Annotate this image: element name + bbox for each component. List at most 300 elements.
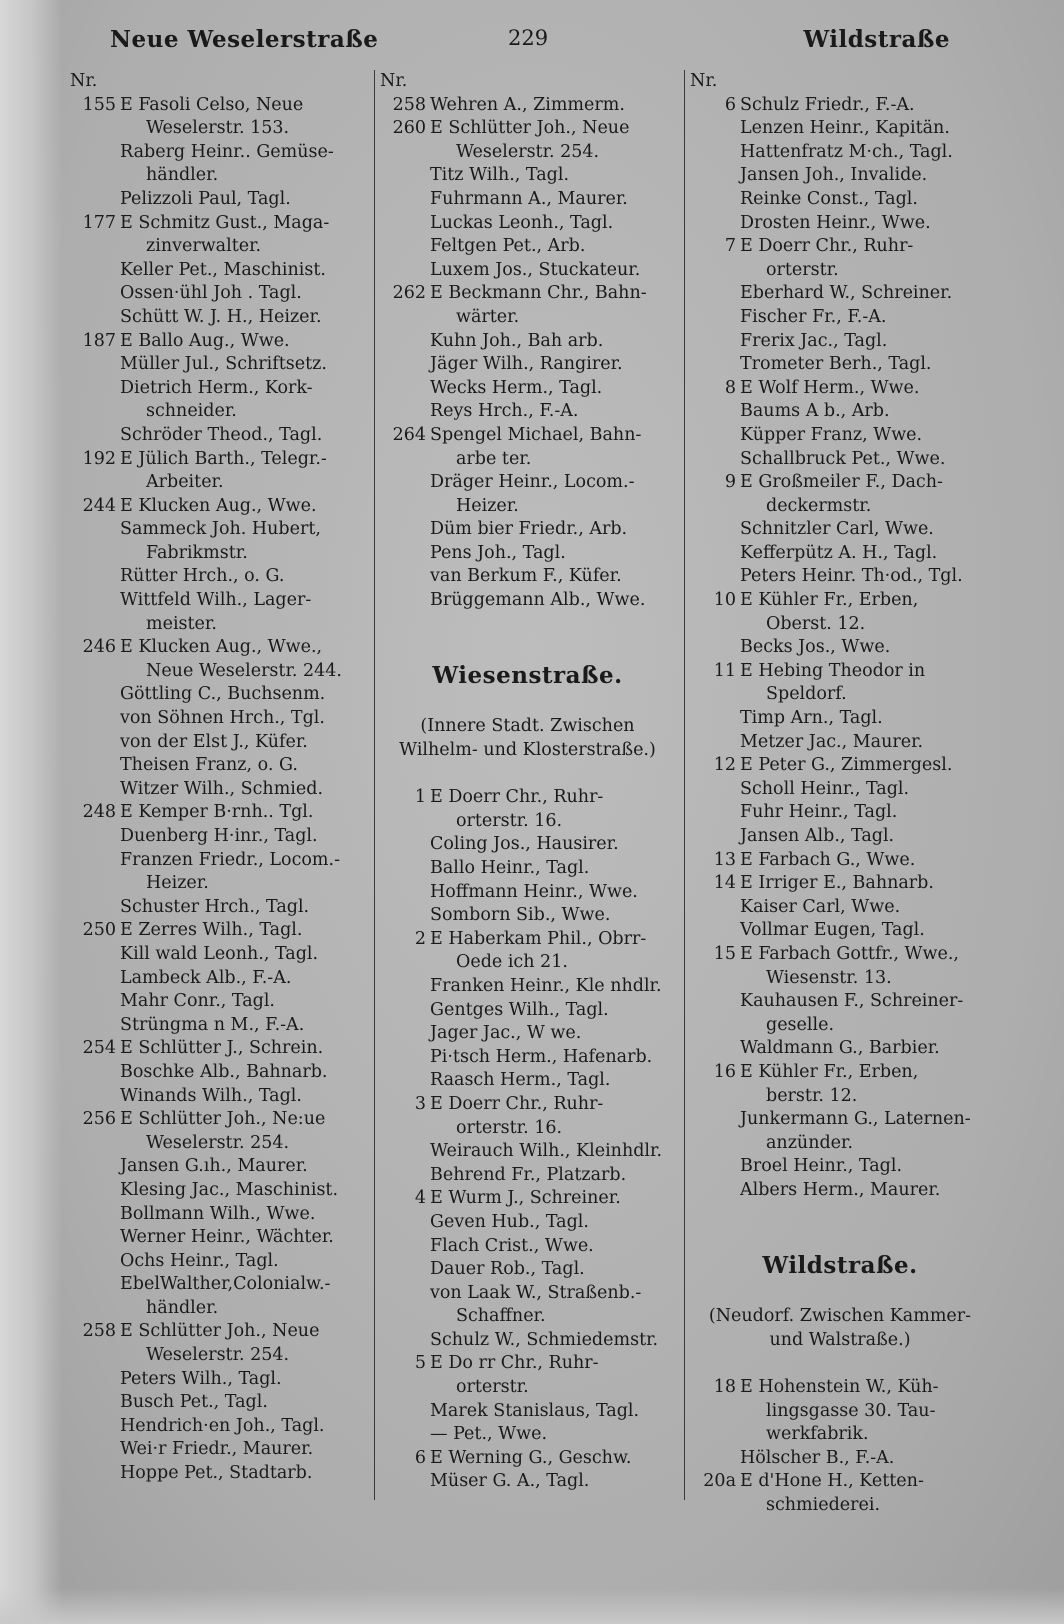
directory-entry-line — [70, 377, 366, 401]
entry-text: Eberhard W., Schreiner. — [740, 283, 953, 304]
directory-entry-line — [380, 999, 675, 1023]
directory-entry-line — [380, 448, 675, 472]
entry-text: Wiesenstr. 13. — [766, 967, 892, 988]
directory-entry-line — [380, 1376, 675, 1400]
entry-text: E Werning G., Geschw. — [430, 1447, 632, 1468]
directory-entry-line — [70, 1415, 366, 1439]
directory-entry-line — [690, 896, 990, 920]
entry-text: werkfabrik. — [766, 1424, 869, 1445]
directory-entry-line — [70, 849, 366, 873]
directory-entry-line — [380, 330, 675, 354]
directory-entry-line — [690, 967, 990, 991]
entry-text: Lenzen Heinr., Kapitän. — [740, 118, 950, 139]
directory-entry-line — [690, 1108, 990, 1132]
entry-text: Drosten Heinr., Wwe. — [740, 212, 931, 233]
entry-text: Witzer Wilh., Schmied. — [120, 778, 324, 799]
entry-text: händler. — [146, 165, 219, 186]
directory-entry-line — [690, 471, 990, 495]
directory-entry-line — [70, 542, 366, 566]
directory-entry-line — [70, 1391, 366, 1415]
directory-entry-line — [380, 928, 675, 952]
entry-text: anzünder. — [766, 1132, 854, 1153]
directory-entry-line — [70, 1273, 366, 1297]
entry-text: Somborn Sib., Wwe. — [430, 905, 611, 926]
entry-text: Pi·tsch Herm., Hafenarb. — [430, 1046, 653, 1067]
entry-text: orterstr. — [456, 1377, 529, 1398]
running-header — [110, 22, 950, 62]
entry-text: E Schlütter J., Schrein. — [120, 1038, 324, 1059]
entry-text: Werner Heinr., Wächter. — [120, 1227, 334, 1248]
entry-text: Müller Jul., Schriftsetz. — [120, 354, 327, 375]
entry-text: Junkermann G., Laternen- — [740, 1109, 971, 1130]
directory-entry-line — [70, 660, 366, 684]
entry-text: Wehren A., Zimmerm. — [430, 94, 625, 115]
directory-entry-line — [690, 1132, 990, 1156]
directory-entry-line — [380, 1470, 675, 1494]
directory-entry-line — [690, 1155, 990, 1179]
directory-entry-line — [380, 424, 675, 448]
directory-entry-line — [70, 636, 366, 660]
directory-entry-line — [380, 117, 675, 141]
entry-text: Raasch Herm., Tagl. — [430, 1070, 611, 1091]
entry-text: von Laak W., Straßenb.- — [430, 1282, 642, 1303]
entry-text: E Peter G., Zimmergesl. — [740, 755, 953, 776]
house-number: 244 — [82, 495, 116, 516]
entry-text: E Klucken Aug., Wwe., — [120, 637, 323, 658]
section-description: und Walstraße.) — [769, 1329, 911, 1350]
directory-entry-line — [690, 990, 990, 1014]
entry-text: schneider. — [146, 401, 237, 422]
entry-text: Mahr Conr., Tagl. — [120, 991, 275, 1012]
directory-entry-line — [380, 353, 675, 377]
entry-text: orterstr. 16. — [456, 1117, 563, 1138]
entry-text: Weirauch Wilh., Kleinhdlr. — [430, 1141, 663, 1162]
directory-entry-line — [380, 881, 675, 905]
entry-text: E Jülich Barth., Telegr.- — [120, 448, 327, 469]
directory-entry-line — [70, 212, 366, 236]
entry-text: Hendrich·en Joh., Tagl. — [120, 1415, 325, 1436]
section-description: (Neudorf. Zwischen Kammer- — [708, 1306, 972, 1327]
entry-text: Schnitzler Carl, Wwe. — [740, 519, 934, 540]
entry-text: E Schmitz Gust., Maga- — [120, 212, 330, 233]
directory-entry-line — [690, 589, 990, 613]
entry-text: schmiederei. — [766, 1495, 881, 1516]
directory-entry-line — [70, 565, 366, 589]
entry-text: Heizer. — [456, 495, 519, 516]
directory-entry-line — [70, 1061, 366, 1085]
entry-text: Gentges Wilh., Tagl. — [430, 999, 609, 1020]
directory-entry-line — [380, 1117, 675, 1141]
directory-entry-line — [70, 1368, 366, 1392]
directory-entry-line — [70, 1320, 366, 1344]
entry-text: Brüggemann Alb., Wwe. — [430, 590, 646, 611]
directory-entry-line — [70, 990, 366, 1014]
entry-text: Geven Hub., Tagl. — [430, 1211, 589, 1232]
directory-entry-line — [690, 542, 990, 566]
directory-entry-line — [380, 975, 675, 999]
directory-entry-line — [70, 353, 366, 377]
directory-entry-line — [380, 141, 675, 165]
directory-entry-line — [380, 306, 675, 330]
directory-entry-line — [380, 1258, 675, 1282]
entry-text: Düm bier Friedr., Arb. — [430, 519, 628, 540]
entry-list — [380, 786, 675, 1494]
entry-text: Heizer. — [146, 873, 209, 894]
directory-entry-line — [70, 1462, 366, 1486]
entry-text: Dietrich Herm., Kork- — [120, 377, 313, 398]
house-number: 18 — [713, 1377, 736, 1398]
entry-text: Reys Hrch., F.-A. — [430, 401, 579, 422]
entry-text: E Zerres Wilh., Tagl. — [120, 920, 303, 941]
directory-entry-line — [690, 1376, 990, 1400]
directory-entry-line — [70, 235, 366, 259]
directory-entry-line — [690, 282, 990, 306]
entry-text: Hoppe Pet., Stadtarb. — [120, 1463, 313, 1484]
entry-text: orterstr. — [766, 259, 839, 280]
entry-text: Luxem Jos., Stuckateur. — [430, 259, 641, 280]
directory-entry-line — [380, 1022, 675, 1046]
entry-text: Feltgen Pet., Arb. — [430, 236, 586, 257]
directory-entry-line — [70, 424, 366, 448]
house-number: 250 — [82, 920, 116, 941]
house-number: 3 — [414, 1093, 426, 1114]
entry-text: Weselerstr. 254. — [146, 1132, 290, 1153]
directory-entry-line — [70, 801, 366, 825]
directory-entry-line — [70, 683, 366, 707]
entry-list — [690, 1376, 990, 1518]
directory-entry-line — [690, 1179, 990, 1203]
entry-text: Kill wald Leonh., Tagl. — [120, 943, 319, 964]
directory-entry-line — [380, 1211, 675, 1235]
directory-entry-line — [380, 1140, 675, 1164]
entry-text: Jansen Alb., Tagl. — [740, 826, 895, 846]
entry-text: von Söhnen Hrch., Tgl. — [120, 708, 325, 729]
directory-entry-line — [380, 951, 675, 975]
directory-entry-line — [690, 353, 990, 377]
entry-text: Speldorf. — [766, 684, 847, 705]
directory-entry-line — [380, 542, 675, 566]
directory-entry-line — [690, 94, 990, 118]
entry-text: — Pet., Wwe. — [430, 1424, 548, 1445]
entry-text: Oede ich 21. — [456, 952, 568, 973]
directory-entry-line — [690, 1085, 990, 1109]
directory-entry-line — [70, 967, 366, 991]
entry-text: Waldmann G., Barbier. — [740, 1038, 940, 1059]
directory-entry-line — [690, 212, 990, 236]
entry-text: Wittfeld Wilh., Lager- — [120, 590, 312, 611]
directory-entry-line — [70, 141, 366, 165]
directory-entry-line — [380, 164, 675, 188]
house-number: 4 — [414, 1188, 426, 1209]
directory-entry-line — [380, 1305, 675, 1329]
entry-text: Franken Heinr., Kle nhdlr. — [430, 975, 662, 996]
spacer — [380, 692, 675, 716]
entry-text: E Großmeiler F., Dach- — [740, 472, 943, 493]
directory-entry-line — [380, 94, 675, 118]
entry-text: Theisen Franz, o. G. — [120, 755, 298, 776]
directory-entry-line — [70, 707, 366, 731]
entry-text: Jansen Joh., Invalide. — [740, 165, 928, 186]
entry-text: Ballo Heinr., Tagl. — [430, 858, 590, 878]
entry-text: E Hebing Theodor in — [740, 660, 926, 681]
house-number: 8 — [724, 377, 736, 398]
directory-entry-line — [70, 471, 366, 495]
section-description: (Innere Stadt. Zwischen — [420, 716, 635, 737]
directory-entry-line — [380, 1352, 675, 1376]
directory-entry-line — [690, 849, 990, 873]
directory-entry-line — [380, 188, 675, 212]
directory-entry-line — [690, 1423, 990, 1447]
directory-entry-line — [380, 212, 675, 236]
directory-entry-line — [70, 1108, 366, 1132]
directory-entry-line — [690, 825, 990, 849]
directory-entry-line — [690, 1470, 990, 1494]
directory-entry-line — [70, 1226, 366, 1250]
entry-text: geselle. — [766, 1014, 835, 1035]
directory-entry-line — [380, 518, 675, 542]
entry-text: E Kühler Fr., Erben, — [740, 1061, 919, 1082]
house-number: 246 — [82, 637, 116, 658]
header-left-street: Neue Weselerstraße — [110, 26, 379, 53]
entry-text: wärter. — [456, 306, 520, 327]
section-title-wiesenstrasse: Wiesenstraße. — [432, 661, 623, 689]
entry-text: Dauer Rob., Tagl. — [430, 1259, 585, 1280]
entry-text: Fabrikmstr. — [146, 542, 248, 563]
entry-text: Reinke Const., Tagl. — [740, 188, 918, 209]
entry-text: Kefferpütz A. H., Tagl. — [740, 542, 938, 563]
spacer — [690, 1282, 990, 1306]
house-number: 10 — [713, 590, 736, 611]
directory-entry-line — [380, 810, 675, 834]
column-divider-1 — [374, 70, 375, 1500]
spacer — [690, 1352, 990, 1376]
directory-entry-line — [70, 164, 366, 188]
house-number: 11 — [713, 660, 736, 681]
entry-text: Scholl Heinr., Tagl. — [740, 778, 910, 799]
entry-text: Titz Wilh., Tagl. — [430, 165, 570, 186]
spacer — [380, 763, 675, 787]
entry-text: E Kühler Fr., Erben, — [740, 590, 919, 611]
entry-text: E Ballo Aug., Wwe. — [120, 330, 290, 351]
entry-text: Hoffmann Heinr., Wwe. — [430, 881, 638, 902]
entry-text: Coling Jos., Hausirer. — [430, 834, 619, 855]
directory-entry-line — [70, 731, 366, 755]
entry-text: E Haberkam Phil., Obrr- — [430, 928, 647, 949]
entry-text: Busch Pet., Tagl. — [120, 1392, 268, 1413]
house-number: 260 — [392, 118, 426, 139]
directory-entry-line — [690, 1037, 990, 1061]
entry-text: Hölscher B., F.-A. — [740, 1447, 895, 1468]
entry-text: E Doerr Chr., Ruhr- — [430, 1093, 604, 1114]
entry-text: Pelizzoli Paul, Tagl. — [120, 188, 291, 209]
entry-text: Rütter Hrch., o. G. — [120, 566, 285, 587]
entry-text: Lambeck Alb., F.-A. — [120, 967, 292, 988]
directory-entry-line — [690, 683, 990, 707]
entry-text: Bollmann Wilh., Wwe. — [120, 1203, 316, 1224]
directory-entry-line — [70, 613, 366, 637]
directory-entry-line — [380, 1235, 675, 1259]
house-number: 264 — [392, 424, 426, 445]
directory-entry-line — [70, 282, 366, 306]
entry-text: Pens Joh., Tagl. — [430, 542, 566, 563]
directory-entry-line — [690, 164, 990, 188]
directory-entry-line — [380, 833, 675, 857]
entry-text: lingsgasse 30. Tau- — [766, 1400, 936, 1421]
entry-text: Hattenfratz M·ch., Tagl. — [740, 141, 953, 162]
directory-entry-line — [380, 904, 675, 928]
entry-text: Raberg Heinr.. Gemüse- — [120, 141, 334, 162]
entry-text: Broel Heinr., Tagl. — [740, 1156, 903, 1177]
entry-text: Albers Herm., Maurer. — [740, 1179, 941, 1200]
directory-entry-line — [70, 400, 366, 424]
directory-entry-line — [70, 117, 366, 141]
entry-text: Marek Stanislaus, Tagl. — [430, 1400, 640, 1421]
house-number: 262 — [392, 283, 426, 304]
nr-label: Nr. — [690, 71, 718, 91]
entry-text: EbelWalther,Colonialw.- — [120, 1274, 331, 1295]
entry-text: Ossen·ühl Joh . Tagl. — [120, 283, 302, 304]
house-number: 192 — [82, 448, 116, 469]
directory-entry-line — [690, 141, 990, 165]
entry-text: Peters Heinr. Th·od., Tgl. — [740, 566, 963, 587]
entry-text: Duenberg H·inr., Tagl. — [120, 826, 318, 846]
house-number: 6 — [724, 94, 736, 115]
house-number: 12 — [713, 755, 736, 776]
entry-text: E Farbach G., Wwe. — [740, 849, 916, 870]
entry-text: Metzer Jac., Maurer. — [740, 731, 924, 752]
house-number: 155 — [82, 94, 116, 115]
directory-entry-line — [70, 1344, 366, 1368]
entry-text: Baums A b., Arb. — [740, 401, 890, 422]
entry-text: E Beckmann Chr., Bahn- — [430, 283, 647, 304]
entry-text: Trometer Berh., Tagl. — [740, 354, 932, 375]
directory-entry-line — [690, 400, 990, 424]
directory-entry-line — [70, 825, 366, 849]
entry-text: E Doerr Chr., Ruhr- — [430, 787, 604, 808]
house-number: 248 — [82, 802, 116, 823]
directory-entry-line — [690, 801, 990, 825]
directory-entry-line — [380, 589, 675, 613]
directory-entry-line — [690, 330, 990, 354]
directory-entry-line — [690, 1447, 990, 1471]
directory-entry-line — [380, 1187, 675, 1211]
spacer — [380, 613, 675, 637]
directory-entry-line — [690, 613, 990, 637]
nr-label: Nr. — [380, 71, 408, 91]
entry-text: Keller Pet., Maschinist. — [120, 259, 326, 280]
directory-entry-line — [70, 1085, 366, 1109]
section-title-wildstrasse: Wildstraße. — [762, 1251, 918, 1279]
spacer — [690, 1226, 990, 1250]
directory-entry-line — [380, 1046, 675, 1070]
page-number: 229 — [508, 26, 549, 50]
entry-text: Weselerstr. 254. — [456, 141, 600, 162]
directory-entry-line — [380, 495, 675, 519]
directory-entry-line — [380, 1423, 675, 1447]
entry-text: Spengel Michael, Bahn- — [430, 424, 642, 445]
entry-text: Schulz Friedr., F.-A. — [740, 94, 915, 115]
entry-text: Küpper Franz, Wwe. — [740, 424, 923, 445]
entry-text: Sammeck Joh. Hubert, — [120, 519, 321, 540]
entry-text: Müser G. A., Tagl. — [430, 1471, 590, 1492]
entry-text: deckermstr. — [766, 495, 872, 516]
entry-text: E Schlütter Joh., Ne:ue — [120, 1109, 326, 1130]
spacer — [380, 636, 675, 660]
entry-text: E Wolf Herm., Wwe. — [740, 377, 920, 398]
directory-entry-line — [70, 589, 366, 613]
column-3 — [690, 70, 990, 1518]
entry-text: Jansen G.ıh., Maurer. — [120, 1156, 308, 1177]
entry-text: E Wurm J., Schreiner. — [430, 1188, 621, 1209]
directory-entry-line — [690, 495, 990, 519]
entry-text: Fischer Fr., F.-A. — [740, 306, 887, 327]
entry-text: Timp Arn., Tagl. — [740, 708, 883, 729]
directory-entry-line — [70, 1438, 366, 1462]
directory-entry-line — [690, 1400, 990, 1424]
entry-text: E Hohenstein W., Küh- — [740, 1377, 939, 1398]
directory-entry-line — [70, 495, 366, 519]
entry-text: Kauhausen F., Schreiner- — [740, 991, 964, 1012]
entry-text: Jäger Wilh., Rangirer. — [430, 354, 623, 375]
entry-text: meister. — [146, 613, 217, 634]
directory-entry-line — [380, 1069, 675, 1093]
directory-entry-line — [380, 1447, 675, 1471]
directory-entry-line — [380, 235, 675, 259]
entry-text: Schröder Theod., Tagl. — [120, 424, 323, 445]
entry-text: E Kemper B·rnh.. Tgl. — [120, 802, 314, 823]
entry-text: E Klucken Aug., Wwe. — [120, 495, 317, 516]
directory-entry-line — [70, 1132, 366, 1156]
directory-entry-line — [690, 117, 990, 141]
entry-text: Göttling C., Buchsenm. — [120, 684, 326, 705]
entry-list — [690, 94, 990, 1203]
entry-text: Dräger Heinr., Locom.- — [430, 472, 635, 493]
directory-entry-line — [380, 1282, 675, 1306]
entry-list — [70, 94, 366, 1486]
entry-text: Ochs Heinr., Tagl. — [120, 1250, 279, 1271]
directory-entry-line — [690, 919, 990, 943]
entry-text: E Schlütter Joh., Neue — [120, 1321, 320, 1342]
directory-entry-line — [70, 1179, 366, 1203]
house-number: 6 — [414, 1447, 426, 1468]
directory-entry-line — [690, 424, 990, 448]
directory-entry-line — [70, 94, 366, 118]
directory-entry-line — [690, 943, 990, 967]
directory-entry-line — [380, 565, 675, 589]
directory-entry-line — [690, 872, 990, 896]
directory-entry-line — [380, 471, 675, 495]
entry-text: Luckas Leonh., Tagl. — [430, 212, 614, 233]
entry-text: orterstr. 16. — [456, 810, 563, 831]
house-number: 16 — [713, 1061, 736, 1082]
directory-entry-line — [690, 731, 990, 755]
column-1 — [70, 70, 366, 1486]
entry-text: Boschke Alb., Bahnarb. — [120, 1061, 328, 1082]
house-number: 187 — [82, 330, 116, 351]
directory-entry-line — [690, 377, 990, 401]
entry-text: Kaiser Carl, Wwe. — [740, 896, 901, 917]
directory-entry-line — [380, 400, 675, 424]
directory-entry-line — [70, 1155, 366, 1179]
directory-entry-line — [380, 786, 675, 810]
entry-text: E d'Hone H., Ketten- — [740, 1471, 924, 1492]
house-number: 14 — [713, 873, 736, 894]
directory-entry-line — [70, 188, 366, 212]
directory-entry-line — [690, 1061, 990, 1085]
entry-text: Klesing Jac., Maschinist. — [120, 1179, 339, 1200]
directory-entry-line — [690, 636, 990, 660]
entry-text: Vollmar Eugen, Tagl. — [740, 920, 925, 941]
